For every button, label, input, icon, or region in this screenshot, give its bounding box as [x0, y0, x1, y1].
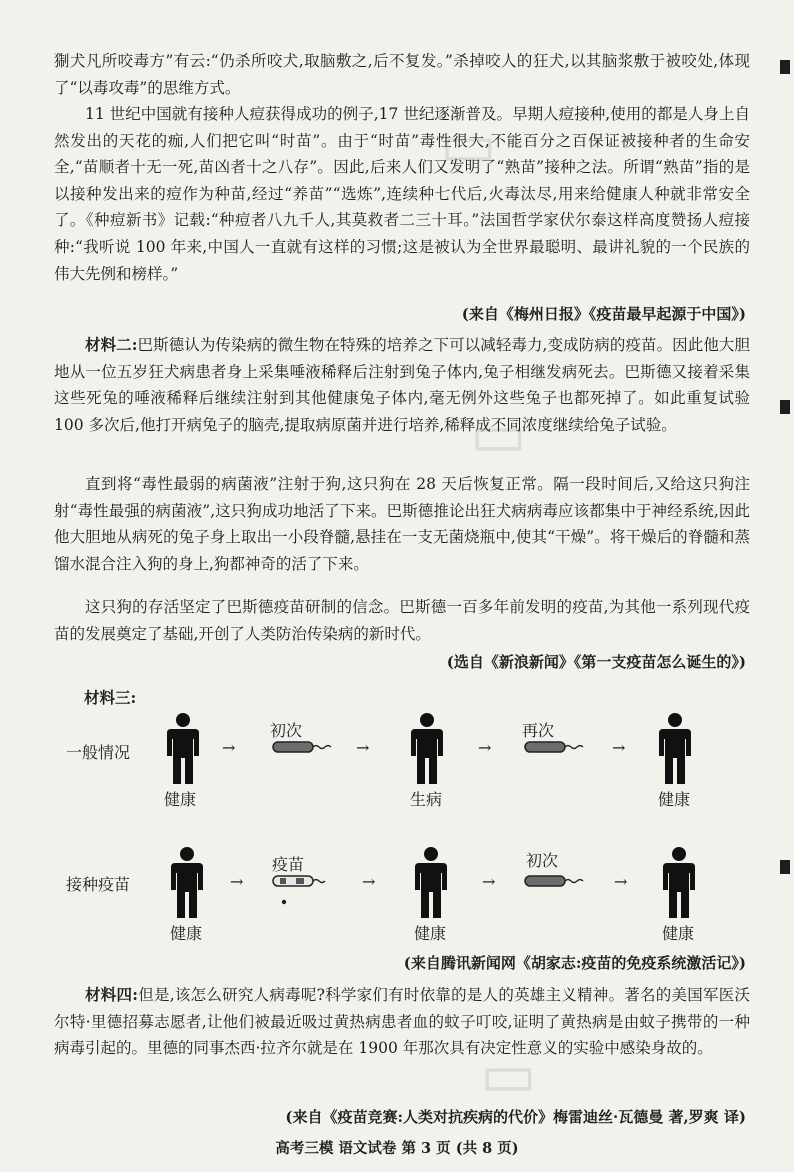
label-reinfection: 再次 [522, 721, 555, 740]
watermark-stamp: ▭ [470, 400, 527, 470]
arrow-icon: → [478, 738, 492, 757]
person-icon [408, 712, 446, 786]
arrow-icon: → [222, 738, 236, 757]
person-icon [656, 712, 694, 786]
virus-icon [272, 740, 336, 754]
material3-title: 材料三: [84, 688, 137, 707]
material-label: 材料四: [85, 985, 138, 1004]
margin-mark [780, 60, 790, 74]
person-icon [164, 712, 202, 786]
source-citation-material3: (来自腾讯新闻网《胡家志:疫苗的免疫系统激活记》) [403, 954, 746, 972]
source-citation-material4: (来自《疫苗竞赛:人类对抗疾病的代价》梅雷迪丝·瓦德曼 著,罗爽 译) [285, 1108, 746, 1126]
person-icon [412, 846, 450, 920]
watermark-stamp: ▭ [440, 110, 497, 180]
page-footer: 高考三模 语文试卷 第 3 页 (共 8 页) [275, 1140, 519, 1157]
paragraph-material4 [54, 982, 750, 1062]
paragraph-material2-cont: 直到将“毒性最弱的病菌液”注射于狗,这只狗在 28 天后恢复正常。隔一段时间后,又给这只狗注射“毒性最强的病菌液”,这只狗成功地活了下来。巴斯德推论出狂犬病病毒应该都集中于神经系统,因此他大胆地从病死的兔子身上取出一小段脊髓,悬挂在一支无菌烧瓶中,使其“干燥”。将干燥后的脊髓和蒸馏水混合注入狗的身上,狗都神奇的活了下来。 [54, 475, 750, 573]
label-healthy: 健康 [414, 924, 447, 943]
virus-icon [524, 740, 588, 754]
label-healthy: 健康 [170, 924, 203, 943]
paragraph-material2 [54, 332, 750, 438]
watermark-stamp: ▭ [480, 1040, 537, 1110]
label-healthy: 健康 [164, 790, 197, 809]
virus-icon [524, 874, 588, 888]
weakened-virus-icon [272, 874, 336, 908]
person-icon [168, 846, 206, 920]
arrow-icon: → [482, 872, 496, 891]
label-first-infection: 初次 [526, 851, 559, 870]
paragraph-intro: 猘犬凡所咬毒方”有云:“仍杀所咬犬,取脑敷之,后不复发。”杀掉咬人的狂犬,以其脑浆敷于被咬处,体现了“以毒攻毒”的思维方式。 [54, 52, 750, 97]
label-healthy: 健康 [662, 924, 695, 943]
arrow-icon: → [614, 872, 628, 891]
person-icon [660, 846, 698, 920]
source-citation-material2: (选自《新浪新闻》《第一支疫苗怎么诞生的》) [446, 653, 746, 671]
arrow-icon: → [356, 738, 370, 757]
paragraph-material1: 11 世纪中国就有接种人痘获得成功的例子,17 世纪逐渐普及。早期人痘接种,使用的都是人身上自然发出的天花的痂,人们把它叫“时苗”。由于“时苗”毒性很大,不能百分之百保证被接种者的生命安全,“苗顺者十无一死,苗凶者十之八存”。因此,后来人们又发明了“熟苗”接种之法。所谓“熟苗”指的是以接种发出来的痘作为种苗,经过“养苗”“选炼”,连续种七代后,火毒汰尽,用来给健康人种就非常安全了。《种痘新书》记载:“种痘者八九千人,其莫救者二三十耳。”法国哲学家伏尔泰这样高度赞扬人痘接种:“我听说 100 年来,中国人一直就有这样的习惯;这是被认为全世界最聪明、最讲礼貌的一个民族的伟大先例和榜样。” [54, 105, 750, 283]
material2-text: 巴斯德认为传染病的微生物在特殊的培养之下可以减轻毒力,变成防病的疫苗。因此他大胆地从一位五岁狂犬病患者身上采集唾液稀释后注射到兔子体内,兔子相继发病死去。巴斯德又接着采集这些死兔的唾液稀释后继续注射到其他健康兔子体内,毫无例外这些兔子也都死掉了。如此重复试验 100 多次后,他打开病兔子的脑壳,提取病原菌并进行培养,稀释成不同浓度继续给兔子试验。 [54, 336, 750, 434]
arrow-icon: → [612, 738, 626, 757]
source-citation-material1: (来自《梅州日报》《疫苗最早起源于中国》) [461, 305, 746, 323]
arrow-icon: → [230, 872, 244, 891]
margin-mark [780, 860, 790, 874]
arrow-icon: → [362, 872, 376, 891]
label-first-infection: 初次 [270, 721, 303, 740]
paragraph-material2-end: 这只狗的存活坚定了巴斯德疫苗研制的信念。巴斯德一百多年前发明的疫苗,为其他一系列现代疫苗的发展奠定了基础,开创了人类防治传染病的新时代。 [54, 598, 750, 643]
row-label-general: 一般情况 [66, 743, 131, 762]
material-label: 材料二: [85, 335, 138, 354]
label-vaccine: 疫苗 [272, 855, 305, 874]
row-label-vaccinated: 接种疫苗 [66, 875, 131, 894]
margin-mark [780, 400, 790, 414]
material4-text: 但是,该怎么研究人病毒呢?科学家们有时依靠的是人的英雄主义精神。著名的美国军医沃尔特·里德招募志愿者,让他们被最近吸过黄热病患者血的蚊子叮咬,证明了黄热病是由蚊子携带的一种病毒引起的。里德的同事杰西·拉齐尔就是在 1900 年那次具有决定性意义的实验中感染身故的。 [54, 986, 750, 1058]
label-sick: 生病 [410, 790, 443, 809]
label-healthy: 健康 [658, 790, 691, 809]
